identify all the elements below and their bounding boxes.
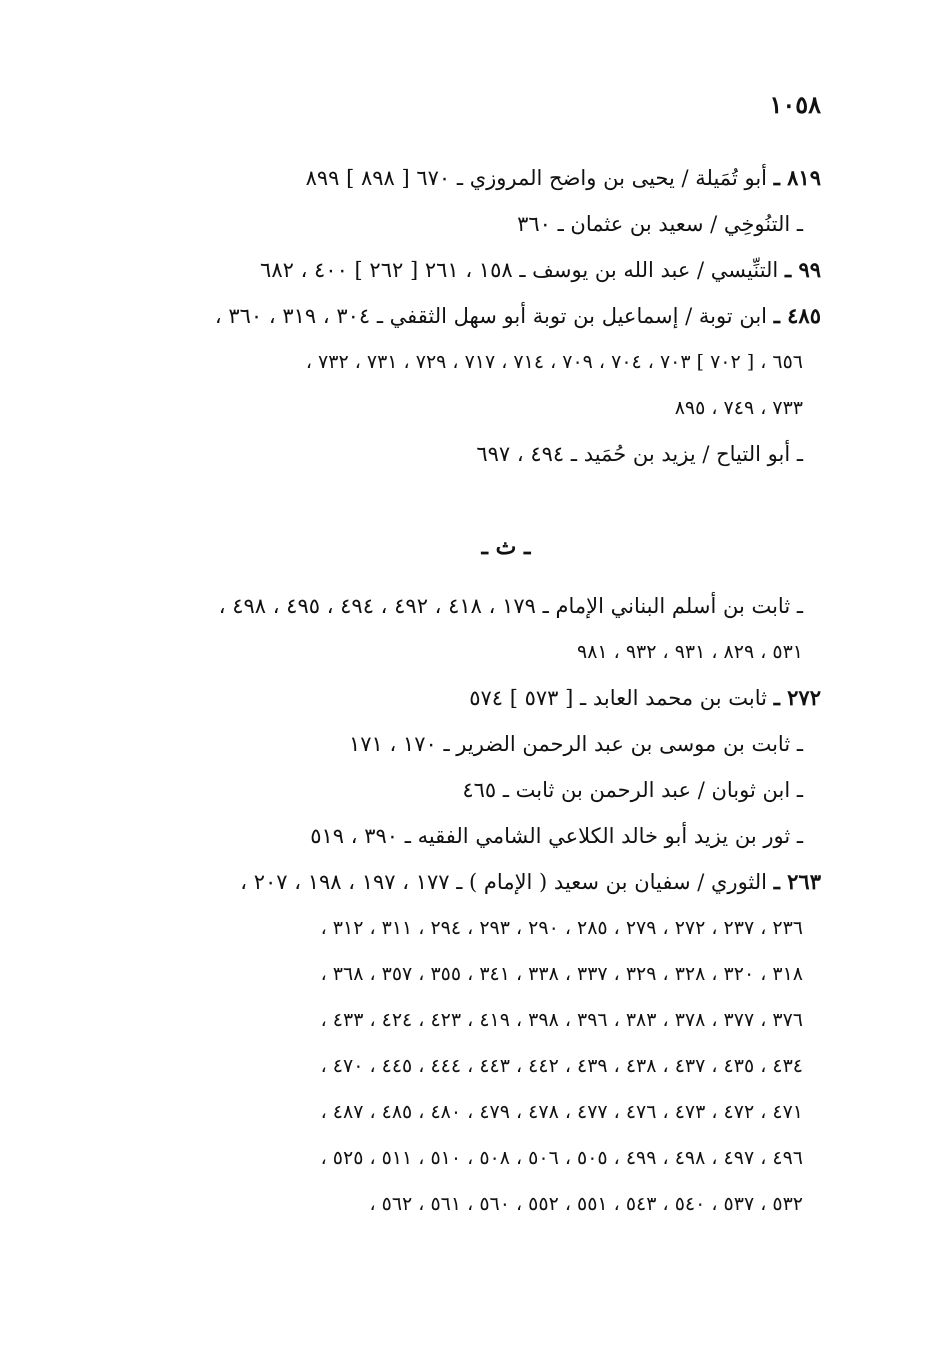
page-number: ١٠٥٨: [769, 90, 821, 119]
index-entry: [111, 813, 821, 859]
entry-continuation: [111, 997, 821, 1043]
entry-continuation: [111, 1089, 821, 1135]
entry-text: أبو تُمَيلة / يحيى بن واضح المروزي ـ ٦٧٠ [ ٨٩٨ ] ٨٩٩: [305, 166, 767, 190]
index-entry: [111, 583, 821, 629]
entry-number: ٨١٩ ـ: [773, 165, 821, 190]
entry-continuation: [111, 905, 821, 951]
entry-continuation: [111, 339, 821, 385]
index-entry: [111, 201, 821, 247]
index-entry: [111, 155, 821, 201]
section-heading: ـ ث ـ: [481, 534, 531, 560]
entry-text: ـ ابن ثوبان / عبد الرحمن بن ثابت ـ ٤٦٥: [462, 778, 803, 802]
entry-text: ـ ثابت بن أسلم البناني الإمام ـ ١٧٩ ، ٤١٨ ، ٤٩٢ ، ٤٩٤ ، ٤٩٥ ، ٤٩٨ ،: [218, 594, 803, 618]
index-entry: [111, 247, 821, 293]
entry-text: ـ التنُوخِي / سعيد بن عثمان ـ ٣٦٠: [517, 212, 803, 236]
entry-text: ٣٧٦ ، ٣٧٧ ، ٣٧٨ ، ٣٨٣ ، ٣٩٦ ، ٣٩٨ ، ٤١٩ ، ٤٢٣ ، ٤٢٤ ، ٤٣٣ ،: [320, 1009, 803, 1031]
entry-number: ٩٩ ـ: [784, 257, 821, 282]
entry-text: ـ ثابت بن موسى بن عبد الرحمن الضرير ـ ١٧٠ ، ١٧١: [348, 732, 803, 756]
index-entry: [111, 721, 821, 767]
index-entry: [111, 675, 821, 721]
entry-text: ـ أبو التياح / يزيد بن حُمَيد ـ ٤٩٤ ، ٦٩٧: [476, 442, 803, 466]
entry-text: ٥٣٢ ، ٥٣٧ ، ٥٤٠ ، ٥٤٣ ، ٥٥١ ، ٥٥٢ ، ٥٦٠ ، ٥٦١ ، ٥٦٢ ،: [369, 1193, 803, 1215]
entry-text: الثوري / سفيان بن سعيد ( الإمام ) ـ ١٧٧ ، ١٩٧ ، ١٩٨ ، ٢٠٧ ،: [240, 870, 767, 894]
entry-text: التنِّيسي / عبد الله بن يوسف ـ ١٥٨ ، ٢٦١ [ ٢٦٢ ] ٤٠٠ ، ٦٨٢: [260, 258, 779, 282]
entry-continuation: [111, 1181, 821, 1227]
entry-text: ٤٣٤ ، ٤٣٥ ، ٤٣٧ ، ٤٣٨ ، ٤٣٩ ، ٤٤٢ ، ٤٤٣ ، ٤٤٤ ، ٤٤٥ ، ٤٧٠ ،: [320, 1055, 803, 1077]
entry-text: ٣١٨ ، ٣٢٠ ، ٣٢٨ ، ٣٢٩ ، ٣٣٧ ، ٣٣٨ ، ٣٤١ ، ٣٥٥ ، ٣٥٧ ، ٣٦٨ ،: [320, 963, 803, 985]
entry-continuation: [111, 1043, 821, 1089]
entry-text: ٤٩٦ ، ٤٩٧ ، ٤٩٨ ، ٤٩٩ ، ٥٠٥ ، ٥٠٦ ، ٥٠٨ ، ٥١٠ ، ٥١١ ، ٥٢٥ ،: [320, 1147, 803, 1169]
entry-text: ٧٣٣ ، ٧٤٩ ، ٨٩٥: [674, 397, 803, 419]
index-entry: [111, 859, 821, 905]
entry-text: ٤٧١ ، ٤٧٢ ، ٤٧٣ ، ٤٧٦ ، ٤٧٧ ، ٤٧٨ ، ٤٧٩ ، ٤٨٠ ، ٤٨٥ ، ٤٨٧ ،: [320, 1101, 803, 1123]
entry-number: ٤٨٥ ـ: [773, 303, 821, 328]
index-entries: [111, 155, 821, 1227]
entry-text: ثابت بن محمد العابد ـ [ ٥٧٣ ] ٥٧٤: [469, 686, 767, 710]
entry-text: ٥٣١ ، ٨٢٩ ، ٩٣١ ، ٩٣٢ ، ٩٨١: [577, 641, 803, 663]
entry-text: ٢٣٦ ، ٢٣٧ ، ٢٧٢ ، ٢٧٩ ، ٢٨٥ ، ٢٩٠ ، ٢٩٣ ، ٢٩٤ ، ٣١١ ، ٣١٢ ،: [320, 917, 803, 939]
entry-text: ابن توبة / إسماعيل بن توبة أبو سهل الثقفي ـ ٣٠٤ ، ٣١٩ ، ٣٦٠ ،: [214, 304, 767, 328]
index-entry: [111, 767, 821, 813]
entry-continuation: [111, 1135, 821, 1181]
entry-text: ـ ثور بن يزيد أبو خالد الكلاعي الشامي الفقيه ـ ٣٩٠ ، ٥١٩: [310, 824, 803, 848]
index-entry: [111, 293, 821, 339]
entry-continuation: [111, 629, 821, 675]
entry-continuation: [111, 385, 821, 431]
entry-continuation: [111, 951, 821, 997]
index-entry: [111, 431, 821, 477]
entry-number: ٢٧٢ ـ: [773, 685, 821, 710]
entry-text: ٦٥٦ ، [ ٧٠٢ ] ٧٠٣ ، ٧٠٤ ، ٧٠٩ ، ٧١٤ ، ٧١٧ ، ٧٢٩ ، ٧٣١ ، ٧٣٢ ،: [305, 351, 803, 373]
entry-number: ٢٦٣ ـ: [773, 869, 821, 894]
